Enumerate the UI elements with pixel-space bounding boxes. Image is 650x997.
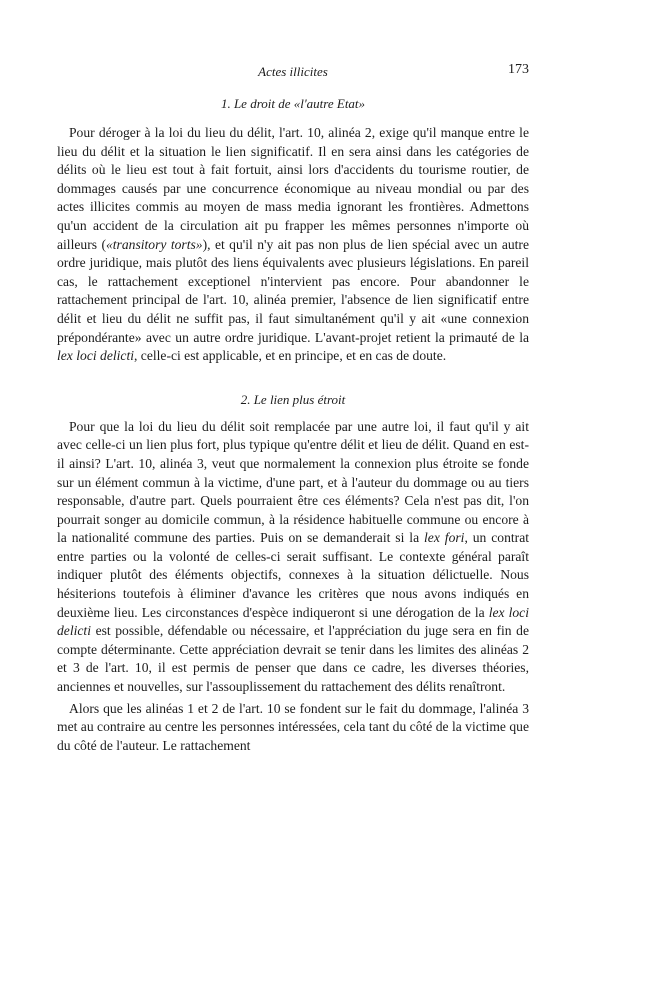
section-2-paragraph-2: Alors que les alinéas 1 et 2 de l'art. 10 se fondent sur le fait du dommage, l'alinéa 3 met au contraire au centre les personnes intéressées, cela tant du côté de la victime que du côté de l'auteur. Le rattachement bbox=[57, 700, 529, 753]
italic-term: lex loci delicti bbox=[57, 348, 134, 364]
text-run: , celle-ci est applicable, et en principe, et en cas de doute. bbox=[134, 348, 447, 364]
section-1-paragraph bbox=[57, 124, 529, 366]
page-number: 173 bbox=[508, 62, 529, 77]
text-run: , un contrat entre parties ou la volonté de celles-ci serait suffisant. Le contexte général paraît indiquer plutôt des éléments objectifs, connexes à la situation délictuelle. Nous hésiterions toutefois à éliminer d'avance les critères que nous avons indiqués en deuxième lieu. Les circonstances d'espèce indiqueront si une dérogation de la bbox=[57, 530, 530, 620]
italic-term: «transitory torts» bbox=[105, 236, 203, 252]
section-heading-2: 2. Le lien plus étroit bbox=[240, 391, 346, 407]
running-header bbox=[57, 62, 529, 86]
italic-term: lex loci delicti bbox=[57, 604, 529, 639]
italic-term: lex fori bbox=[424, 530, 465, 546]
section-2-paragraph-1 bbox=[57, 418, 529, 697]
running-title: Actes illicites bbox=[258, 64, 328, 79]
book-page bbox=[57, 62, 529, 755]
section-heading-1: 1. Le droit de «l'autre Etat» bbox=[220, 96, 366, 111]
text-run: Pour déroger à la loi du lieu du délit, l'art. 10, alinéa 2, exige qu'il manque entre le lieu du délit et la situation le lien significatif. Il en sera ainsi dans les catégories de délits où le lieu est tout à fait fortuit, ainsi lors d'accidents du tourisme routier, de dommages causés par une concurrence économique au niveau mondial ou par des actes illicites commis au moyen de mass media ignorant les frontières. Admettons qu'un accident de la circulation ait pu frapper les mêmes personnes n'importe où ailleurs ( bbox=[57, 125, 529, 252]
text-run: est possible, défendable ou nécessaire, et l'appréciation du juge sera en fin de compte déterminante. Cette appréciation devrait se tenir dans les limites des alinéas 2 et 3 de l'art. 10, il est permis de penser que dans ce cadre, les diverses théories, anciennes et nouvelles, sur l'assouplissement du rattachement des délits renaîtront. bbox=[57, 623, 529, 695]
text-run: ), et qu'il n'y ait pas non plus de lien spécial avec un autre ordre juridique, mais plutôt des liens équivalents avec plusieurs législations. En pareil cas, le rattachement exceptionel n'intervient pas encore. Pour abandonner le rattachement principal de l'art. 10, alinéa premier, l'absence de lien significatif entre délit et lieu du délit ne suffit pas, il faut simultanément qu'il y ait «une connexion prépondérante» avec un autre ordre juridique. L'avant-projet retient la primauté de la bbox=[57, 236, 529, 345]
text-run: Pour que la loi du lieu du délit soit remplacée par une autre loi, il faut qu'il y ait avec celle-ci un lien plus fort, plus typique qu'entre délit et lieu de délit. Quand en est-il ainsi? L'art. 10, alinéa 3, veut que normalement la connexion plus étroite se fonde sur un élément commun à la victime, d'une part, et à l'auteur du dommage ou au tiers responsable, d'autre part. Quels pourraient être ces éléments? Cela n'est pas dit, l'on pourrait songer au domicile commun, à la résidence habituelle commune ou encore à la nationalité commune des parties. Puis on se demanderait si la bbox=[57, 418, 529, 546]
